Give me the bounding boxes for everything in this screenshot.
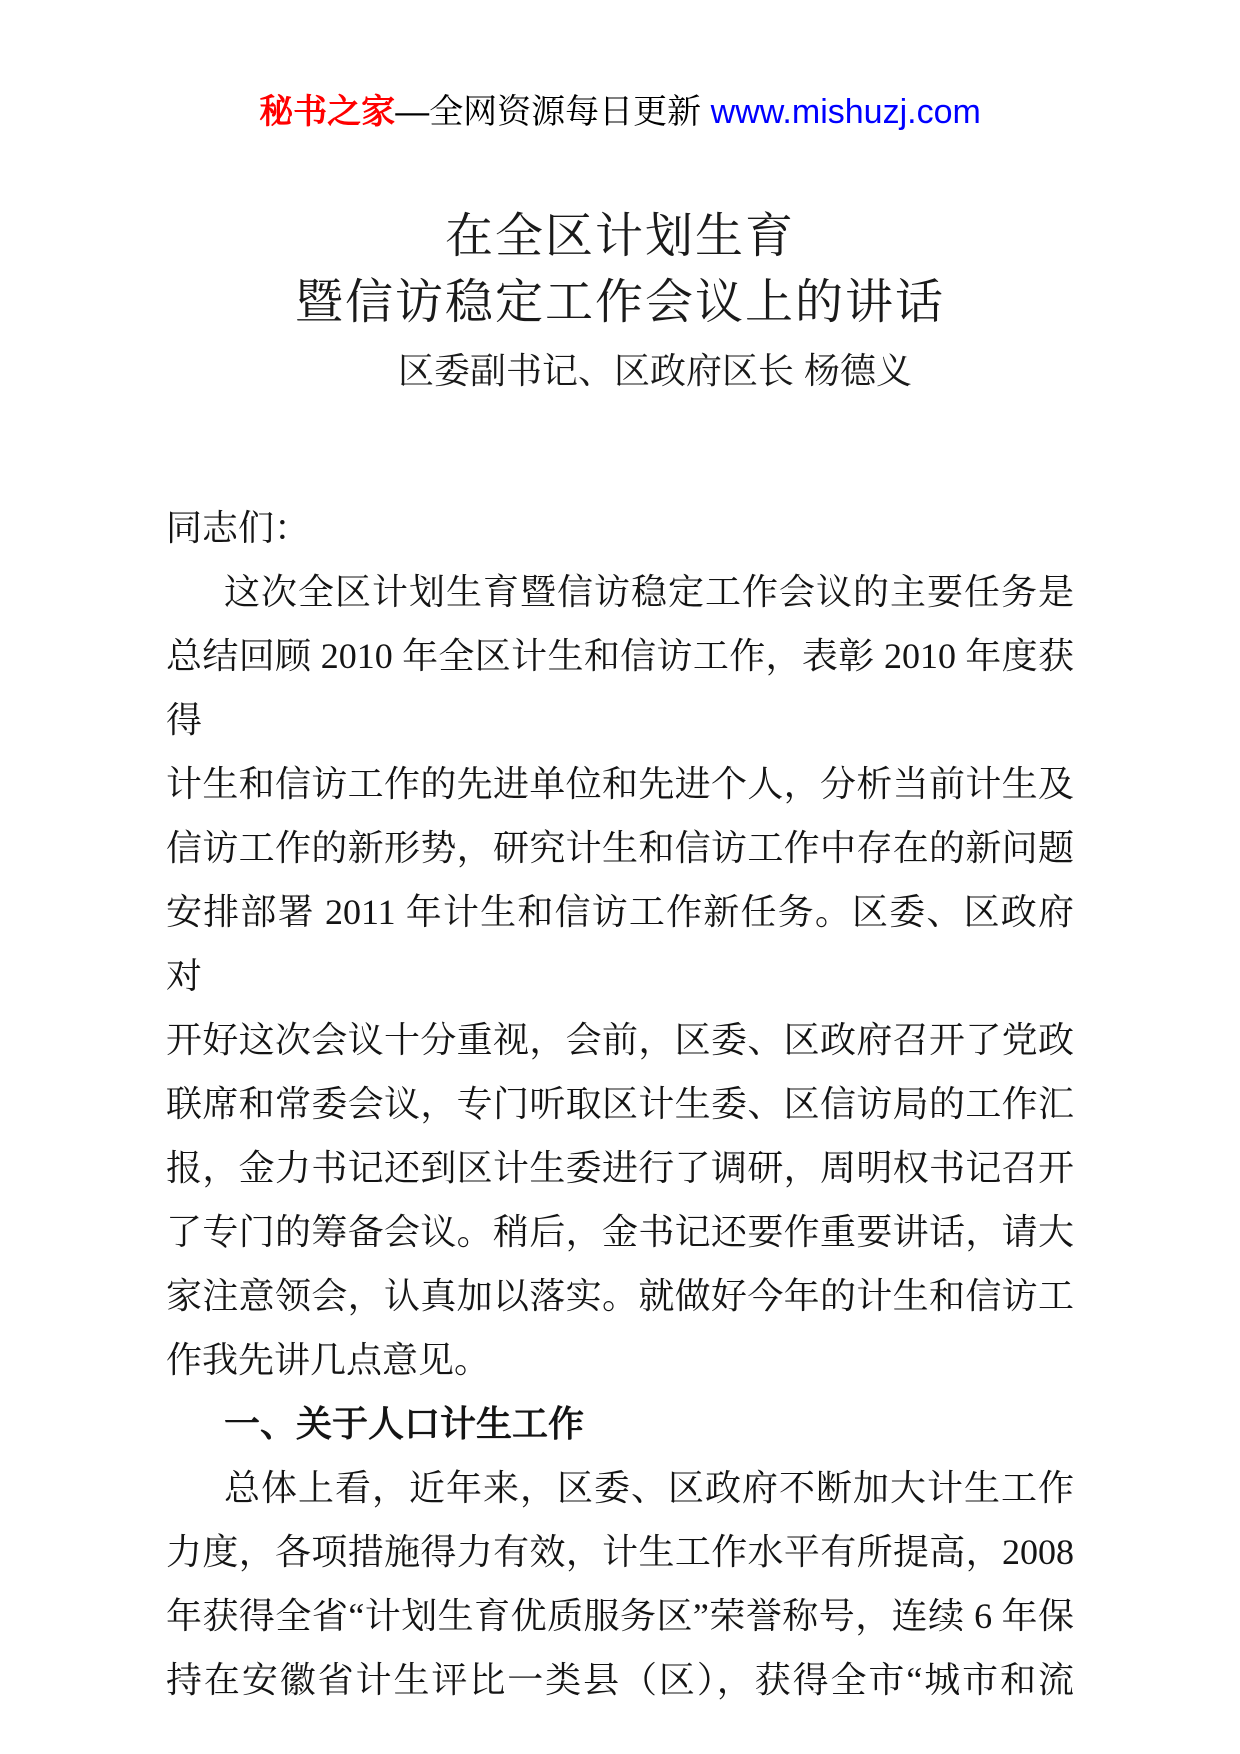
paragraph-1 [166,560,1074,1392]
doc-body [166,496,1074,1712]
paragraph-2 [166,1456,1074,1712]
body-line: 安排部署 2011 年计生和信访工作新任务。区委、区政府对 [166,892,1074,996]
site-header [166,90,1074,134]
doc-title-line1: 在全区计划生育 [444,210,795,263]
doc-title [166,204,1074,336]
body-line: 持在安徽省计生评比一类县（区），获得全市“城市和流 [166,1660,1074,1700]
body-line: 联席和常委会议，专门听取区计生委、区信访局的工作汇 [166,1084,1074,1124]
section-heading: 一、关于人口计生工作 [224,1403,585,1444]
body-line: 年获得全省“计划生育优质服务区”荣誉称号，连续 6 年保 [166,1596,1074,1636]
body-line: 总结回顾 2010 年全区计生和信访工作，表彰 2010 年度获得 [166,636,1074,740]
body-line: 力度，各项措施得力有效，计生工作水平有所提高，2008 [166,1532,1074,1572]
body-line: 报，金力书记还到区计生委进行了调研，周明权书记召开 [166,1148,1074,1188]
body-line: 了专门的筹备会议。稍后，金书记还要作重要讲话，请大 [166,1212,1074,1252]
tagline-text: —全网资源每日更新 [395,93,711,131]
body-line: 家注意领会，认真加以落实。就做好今年的计生和信访工 [166,1276,1074,1316]
doc-title-line2: 暨信访稳定工作会议上的讲话 [294,276,945,329]
body-line: 作我先讲几点意见。 [166,1340,491,1380]
body-line: 总体上看，近年来，区委、区政府不断加大计生工作 [224,1468,1074,1508]
body-line: 信访工作的新形势，研究计生和信访工作中存在的新问题 [166,828,1074,868]
body-line: 开好这次会议十分重视，会前，区委、区政府召开了党政 [166,1020,1074,1060]
body-line: 计生和信访工作的先进单位和先进个人，分析当前计生及 [166,764,1074,804]
salutation: 同志们： [166,508,311,548]
body-line: 这次全区计划生育暨信访稳定工作会议的主要任务是 [224,572,1074,612]
site-url-link[interactable]: www.mishuzj.com [710,93,981,131]
byline: 区委副书记、区政府区长 杨德义 [397,350,912,391]
brand-text: 秘书之家 [259,93,396,131]
